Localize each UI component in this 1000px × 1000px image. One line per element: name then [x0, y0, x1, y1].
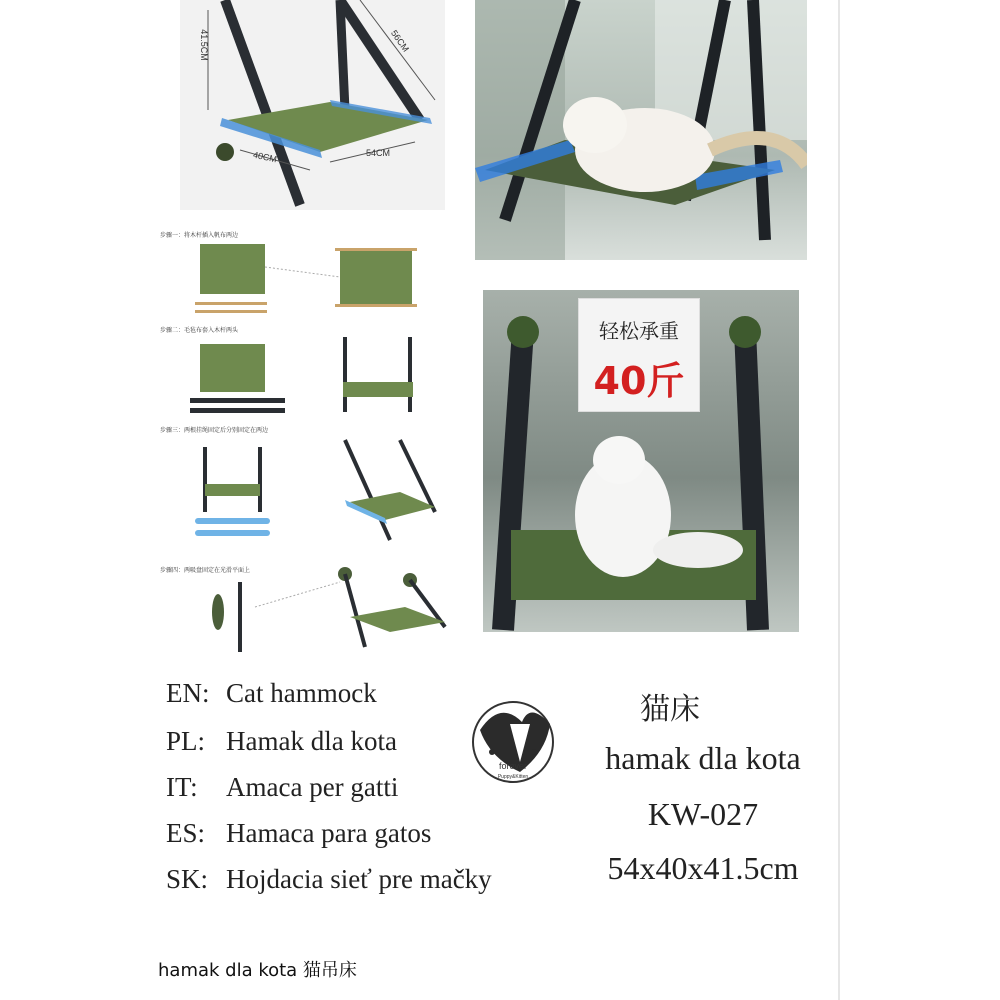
cats-on-hammock-photo — [475, 0, 807, 260]
translation-en — [166, 678, 377, 709]
cat-head — [593, 436, 645, 484]
step-1-label: 步骤一：将木杆插入帆布两边 — [160, 232, 239, 239]
brand-logo — [470, 692, 556, 792]
product-title-cn: 猫床 — [640, 692, 700, 727]
badge-weight-text: 40斤 — [593, 359, 685, 403]
length-label: 54CM — [366, 148, 391, 158]
fabric-with-rods — [340, 250, 412, 305]
product-size: 54x40x41.5cm — [607, 850, 799, 886]
badge-top-text: 轻松承重 — [599, 319, 679, 343]
lang-code: PL: — [166, 726, 206, 756]
cat-tail — [653, 532, 743, 568]
step-4-label: 步骤四：两吸盘固定在光滑平面上 — [160, 567, 251, 574]
translation-es — [166, 818, 431, 849]
cat-weight-photo — [483, 290, 799, 632]
listing-caption: hamak dla kota 猫吊床 — [158, 960, 357, 981]
lang-text: Amaca per gatti — [226, 772, 399, 802]
suction-cup-left-icon — [216, 143, 234, 161]
strap-back — [340, 0, 345, 110]
page-divider — [838, 0, 840, 1000]
strap-left — [225, 0, 300, 205]
translation-sk — [166, 864, 492, 895]
lang-code: EN: — [166, 678, 210, 708]
step-3-label: 步骤三：两根挂绳固定后分别固定在两边 — [160, 427, 269, 434]
dimension-diagram — [180, 0, 445, 210]
strap-right — [340, 0, 420, 120]
logo-main-text: forever — [498, 761, 528, 771]
product-name-pl: hamak dla kota — [605, 740, 801, 776]
photo-illustration — [475, 0, 807, 260]
product-model: KW-027 — [647, 796, 759, 832]
lang-text: Cat hammock — [226, 678, 377, 708]
step-2-label: 步骤二：毛毡布套入木杆两头 — [160, 327, 239, 334]
logo-sub-text: Puppy&Kitten — [497, 774, 529, 780]
suction-cup-right-icon — [729, 316, 761, 348]
lang-code: SK: — [166, 864, 209, 894]
fabric-panel — [200, 244, 265, 294]
lang-text: Hamaca para gatos — [226, 818, 432, 848]
translation-it — [166, 772, 398, 803]
lang-code: IT: — [166, 772, 198, 802]
cat-head — [563, 97, 627, 153]
lang-text: Hamak dla kota — [226, 726, 397, 756]
translation-pl — [166, 726, 397, 757]
assembly-steps — [160, 222, 452, 652]
steps-illustration — [160, 222, 452, 652]
diagonal-label: 56CM — [389, 28, 411, 54]
lang-code: ES: — [166, 818, 206, 848]
height-label: 41.5CM — [198, 29, 209, 61]
pet-logo-icon — [470, 692, 556, 792]
suction-cup-icon — [212, 594, 224, 630]
hammock-dimension-drawing — [180, 0, 445, 210]
width-label: 40CM — [252, 149, 278, 165]
hammock-fabric — [228, 102, 428, 152]
weight-badge — [578, 298, 700, 412]
suction-cup-left-icon — [507, 316, 539, 348]
lang-text: Hojdacia sieť pre mačky — [226, 864, 492, 894]
